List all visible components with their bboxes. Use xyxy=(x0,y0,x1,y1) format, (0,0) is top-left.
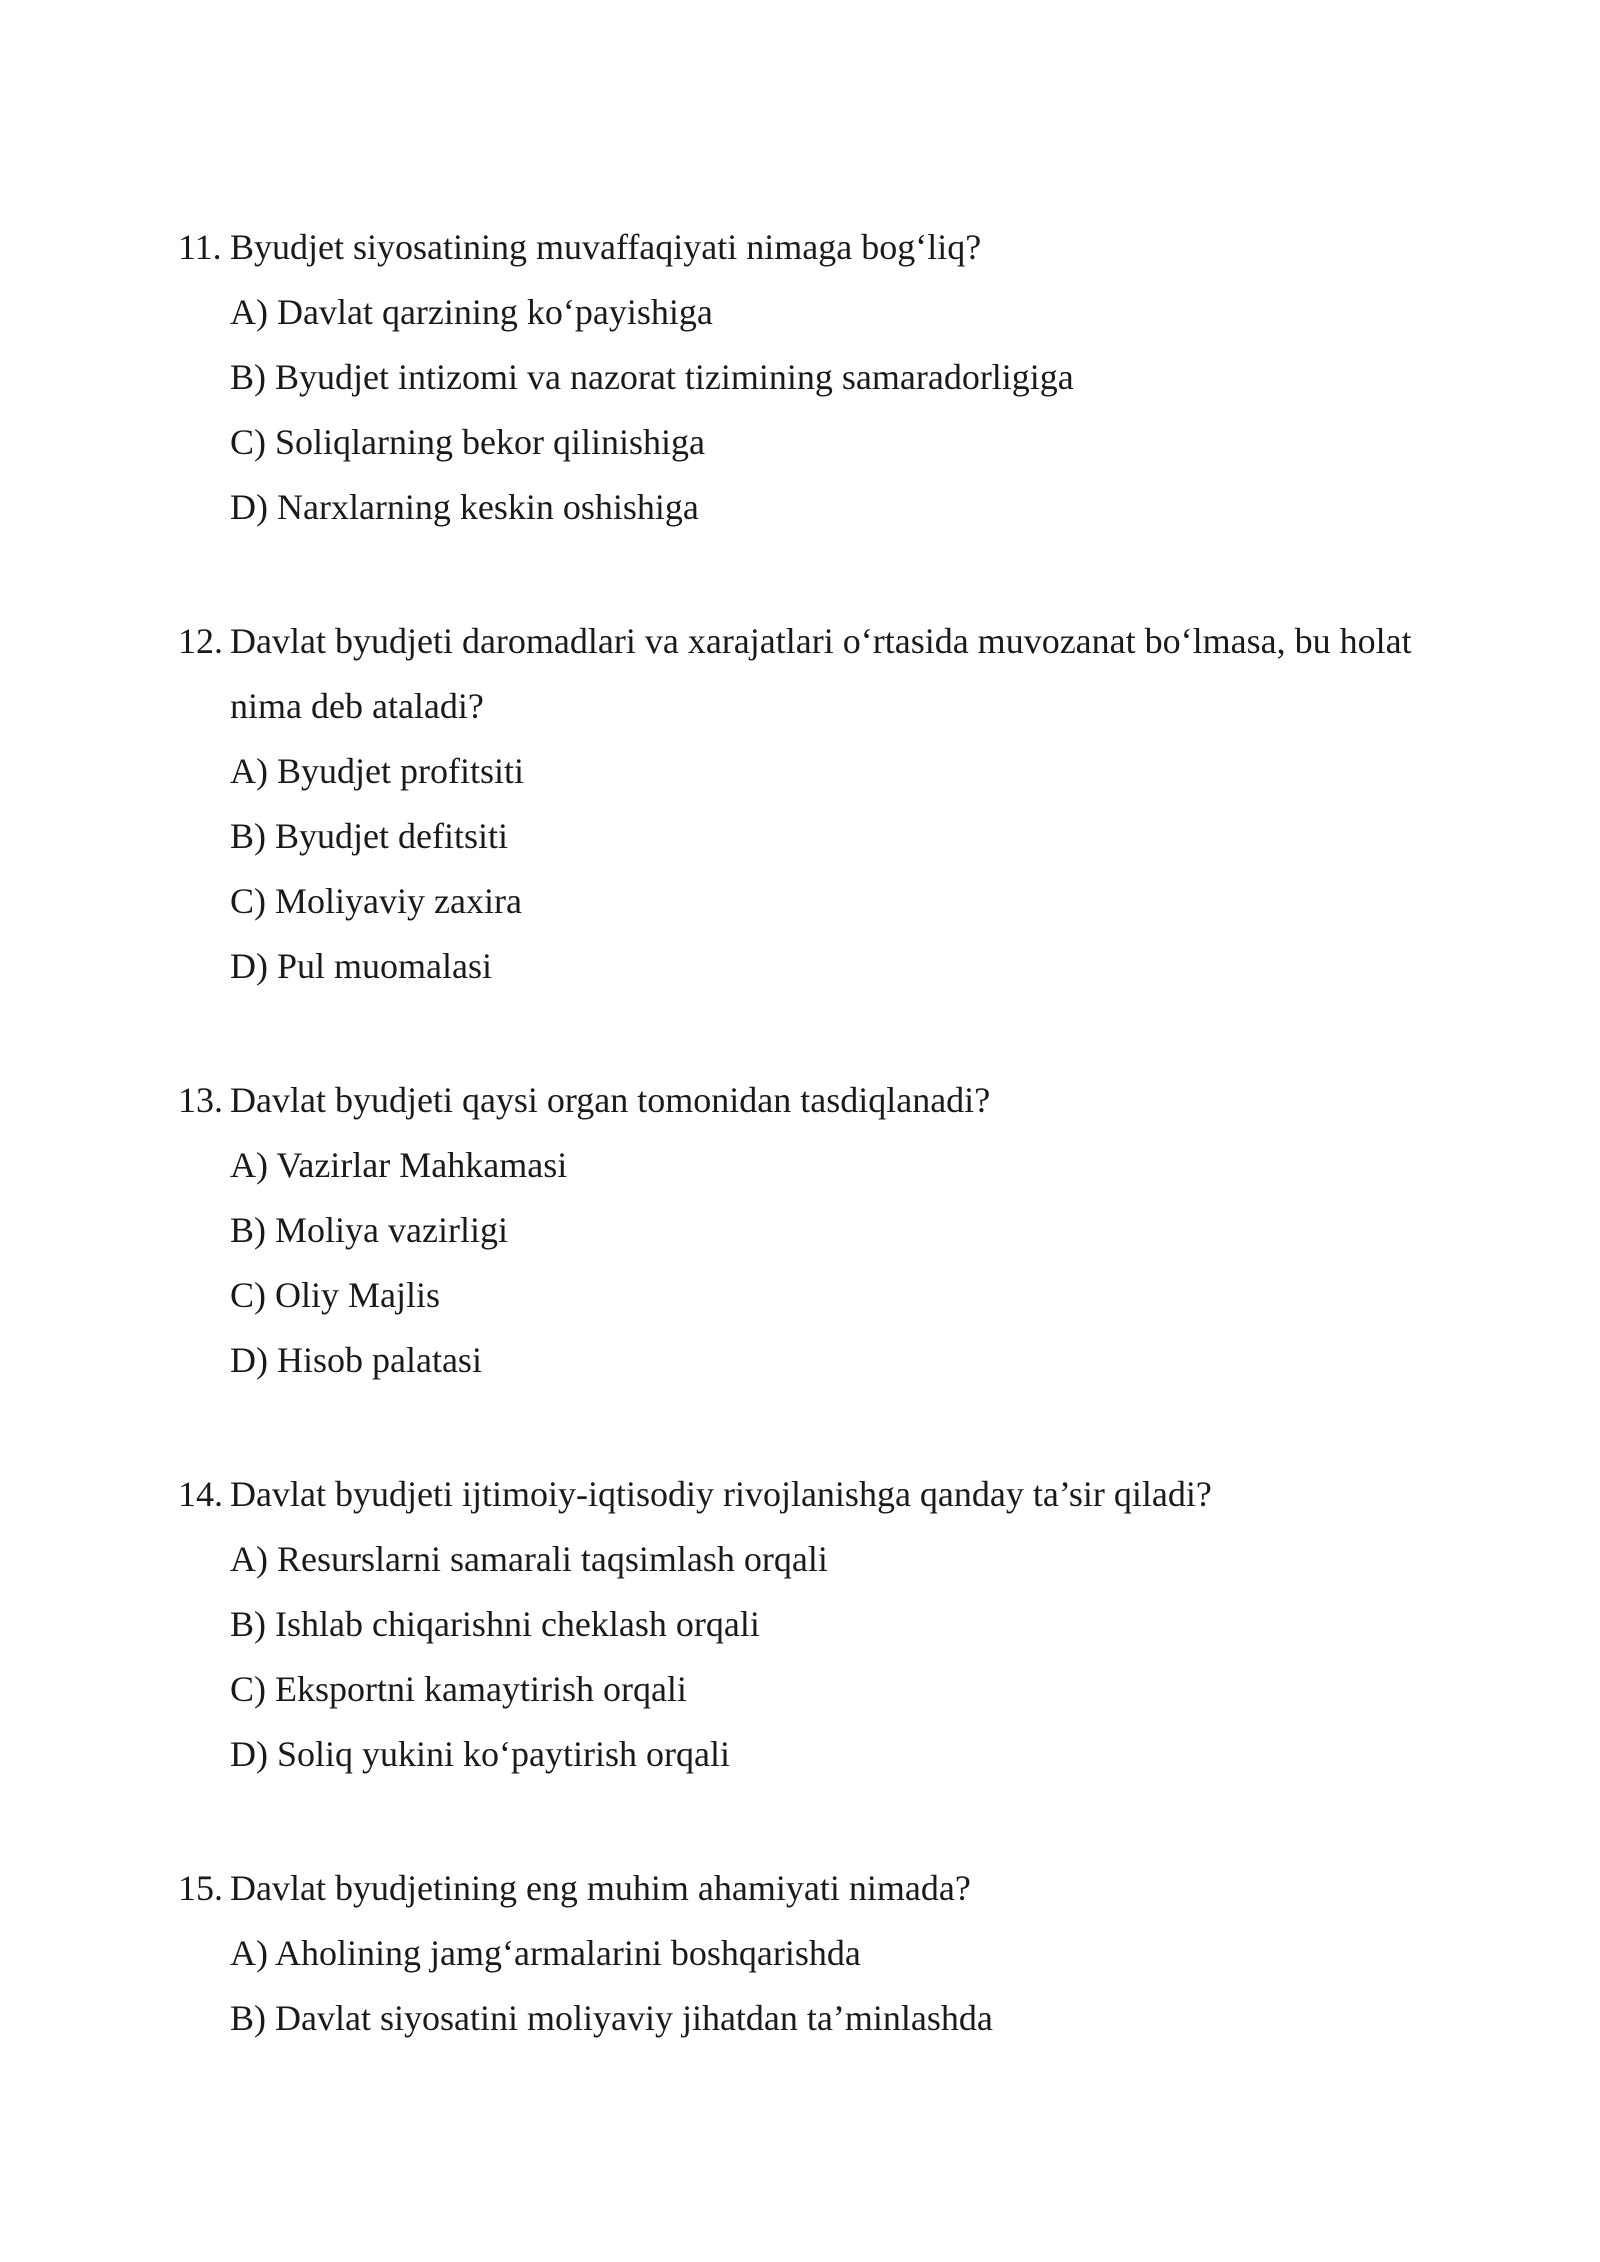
question-number: 14. xyxy=(178,1474,223,1514)
question-header xyxy=(178,609,1478,739)
question-number: 11. xyxy=(178,227,222,267)
question-text: Davlat byudjeti qaysi organ tomonidan tasdiqlanadi? xyxy=(230,1080,991,1120)
answer-option-c: C) Moliyaviy zaxira xyxy=(230,881,522,921)
answer-option-a: A) Aholining jamg‘armalarini boshqarishda xyxy=(230,1933,861,1973)
answer-option-b: B) Davlat siyosatini moliyaviy jihatdan ta’minlashda xyxy=(230,1998,993,2038)
answer-option-d: D) Pul muomalasi xyxy=(230,946,492,986)
question-text: Byudjet siyosatining muvaffaqiyati nimaga bog‘liq? xyxy=(230,227,982,267)
question-text: Davlat byudjeti daromadlari va xarajatlari o‘rtasida muvozanat bo‘lmasa, bu holat nima deb ataladi? xyxy=(230,621,1412,726)
question-11 xyxy=(178,215,1478,540)
question-13 xyxy=(178,1068,1478,1393)
answer-option-b: B) Ishlab chiqarishni cheklash orqali xyxy=(230,1604,760,1644)
question-number: 15. xyxy=(178,1868,223,1908)
answer-options xyxy=(178,280,1478,540)
answer-option-a: A) Vazirlar Mahkamasi xyxy=(230,1145,568,1185)
answer-option-b: B) Moliya vazirligi xyxy=(230,1210,508,1250)
question-14 xyxy=(178,1462,1478,1787)
answer-option-a: A) Davlat qarzining ko‘payishiga xyxy=(230,292,713,332)
question-header xyxy=(178,1068,1478,1133)
answer-option-a: A) Resurslarni samarali taqsimlash orqali xyxy=(230,1539,828,1579)
answer-option-b: B) Byudjet intizomi va nazorat tizimining samaradorligiga xyxy=(230,357,1074,397)
question-15 xyxy=(178,1856,1478,2051)
question-12 xyxy=(178,609,1478,999)
question-text: Davlat byudjeti ijtimoiy-iqtisodiy rivojlanishga qanday ta’sir qiladi? xyxy=(230,1474,1212,1514)
question-header xyxy=(178,1856,1478,1921)
answer-option-c: C) Eksportni kamaytirish orqali xyxy=(230,1669,687,1709)
question-header xyxy=(178,215,1478,280)
question-number: 13. xyxy=(178,1080,223,1120)
answer-options xyxy=(178,1527,1478,1787)
answer-option-d: D) Hisob palatasi xyxy=(230,1340,482,1380)
question-list xyxy=(178,215,1478,2120)
answer-option-d: D) Soliq yukini ko‘paytirish orqali xyxy=(230,1734,730,1774)
question-header xyxy=(178,1462,1478,1527)
answer-option-a: A) Byudjet profitsiti xyxy=(230,751,524,791)
answer-options xyxy=(178,1921,1478,2051)
answer-option-c: C) Soliqlarning bekor qilinishiga xyxy=(230,422,705,462)
answer-option-b: B) Byudjet defitsiti xyxy=(230,816,508,856)
answer-option-d: D) Narxlarning keskin oshishiga xyxy=(230,487,699,527)
answer-option-c: C) Oliy Majlis xyxy=(230,1275,441,1315)
answer-options xyxy=(178,1133,1478,1393)
question-text: Davlat byudjetining eng muhim ahamiyati nimada? xyxy=(230,1868,971,1908)
answer-options xyxy=(178,739,1478,999)
question-number: 12. xyxy=(178,621,223,661)
